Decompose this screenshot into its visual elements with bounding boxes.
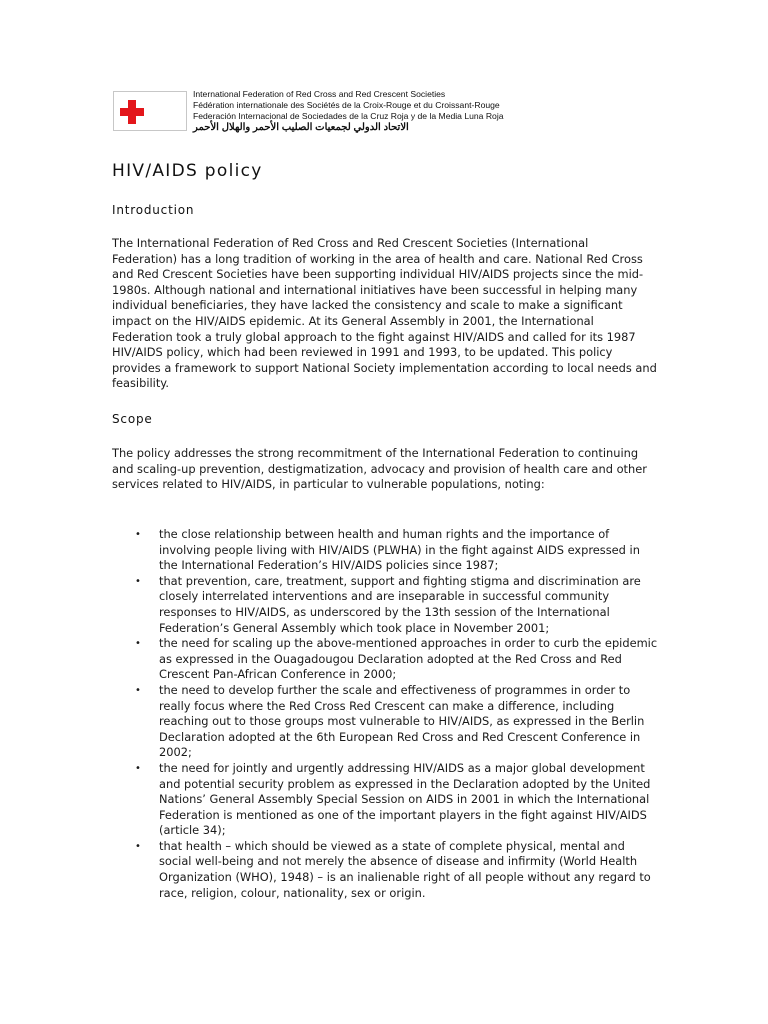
bullet-dot-icon: •	[135, 684, 141, 696]
bullet-item	[135, 574, 660, 636]
red-cross-horizontal	[120, 108, 144, 116]
scope-paragraph: The policy addresses the strong recommitment of the International Federation to continuing and scaling-up prevention, destigmatization, advocacy and provision of health care and other services related to HIV/AIDS, in particular to vulnerable populations, noting:	[112, 446, 647, 492]
bullet-item	[135, 527, 660, 574]
bullet-text: that prevention, care, treatment, support and fighting stigma and discrimination are closely interrelated interventions and are inseparable in successful community responses to HIV/AIDS, as underscored by the 13th session of the International Federation’s General Assembly which took place in November 2001;	[159, 573, 641, 635]
bullet-text: the need to develop further the scale and effectiveness of programmes in order to really focus where the Red Cross Red Crescent can make a difference, including reaching out to those groups most vulnerable to HIV/AIDS, as expressed in the Berlin Declaration adopted at the 6th European Red Cross and Red Crescent Conference in 2002;	[159, 682, 645, 760]
letterhead	[113, 86, 533, 136]
org-name-en: International Federation of Red Cross and Red Crescent Societies	[193, 89, 446, 99]
bullet-text: the need for jointly and urgently addressing HIV/AIDS as a major global development and potential security problem as expressed in the Declaration adopted by the United Nations’ General Assembly Special Session on AIDS in 2001 in which the International Federation is mentioned as one of the important players in the fight against HIV/AIDS (article 34);	[159, 760, 651, 838]
bullet-dot-icon: •	[135, 638, 141, 650]
bullet-text: the close relationship between health and human rights and the importance of involving people living with HIV/AIDS (PLWHA) in the fight against AIDS expressed in the International Federation’s HIV/AIDS policies since 1987;	[159, 527, 640, 573]
red-crescent	[155, 99, 168, 125]
bullet-item	[135, 839, 660, 901]
document-title: HIV/AIDS policy	[112, 161, 263, 181]
org-name-ar: الاتحاد الدولي لجمعيات الصليب الأحمر والهلال الأحمر	[193, 122, 409, 133]
scope-bullet-list	[135, 527, 660, 901]
bullet-dot-icon: •	[135, 762, 141, 774]
bullet-text: that health – which should be viewed as a state of complete physical, mental and social well-being and not merely the absence of disease and infirmity (World Health Organization (WHO), 1948) – is an inalienable right of all people without any regard to race, religion, colour, nationality, sex or origin.	[159, 838, 651, 900]
bullet-dot-icon: •	[135, 575, 141, 587]
bullet-dot-icon: •	[135, 529, 141, 540]
bullet-text: the need for scaling up the above-mentioned approaches in order to curb the epidemic as expressed in the Ouagadougou Declaration adopted at the Red Cross and Red Crescent Pan-African Conference in 2000;	[159, 636, 658, 682]
org-name-fr: Fédération internationale des Sociétés de la Croix-Rouge et du Croissant-Rouge	[193, 100, 500, 110]
org-names	[193, 89, 504, 133]
red-cross-crescent-icon	[114, 92, 188, 132]
org-name-es: Federación Internacional de Sociedades de la Cruz Roja y de la Media Luna Roja	[193, 111, 504, 121]
ifrc-logo	[113, 91, 187, 131]
bullet-item	[135, 761, 660, 839]
scope-heading: Scope	[112, 412, 153, 426]
introduction-heading: Introduction	[112, 203, 195, 217]
bullet-item	[135, 636, 660, 683]
introduction-paragraph: The International Federation of Red Cross and Red Crescent Societies (International Federation) has a long tradition of working in the area of health and care. National Red Cross and Red Crescent Societies have been supporting individual HIV/AIDS projects since the mid-1980s. Although national and international initiatives have been successful in helping many individual beneficiaries, they have lacked the consistency and scale to make a significant impact on the HIV/AIDS epidemic. At its General Assembly in 2001, the International Federation took a truly global approach to the fight against HIV/AIDS and called for its 1987 HIV/AIDS policy, which had been reviewed in 1991 and 1993, to be updated. This policy provides a framework to support National Society implementation according to local needs and feasibility.	[112, 236, 657, 391]
bullet-item	[135, 683, 660, 761]
bullet-dot-icon: •	[135, 840, 141, 852]
